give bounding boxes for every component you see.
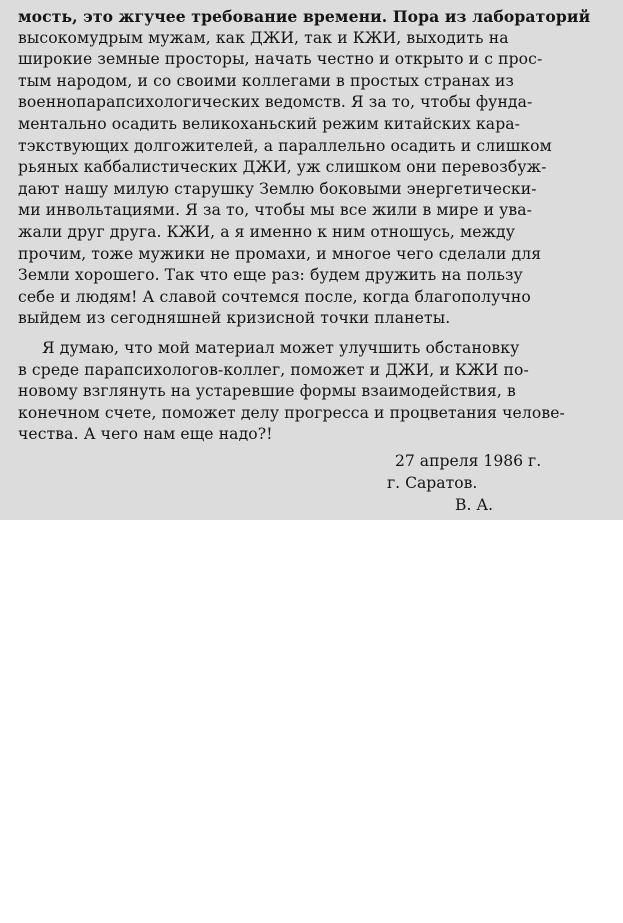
text-line: мость, это жгучее требование времени. Пора из лабораторий xyxy=(18,7,591,26)
text-line: прочим, тоже мужики не промахи, и многое чего сделали для xyxy=(18,244,542,263)
text-line: военнопарапсихологических ведомств. Я за то, чтобы фунда- xyxy=(18,93,533,112)
text-line: в среде парапсихологов-коллег, поможет и ДЖИ, и КЖИ по- xyxy=(18,360,529,379)
paragraph-1 xyxy=(18,6,601,330)
text-line: новому взглянуть на устаревшие формы взаимодействия, в xyxy=(18,382,516,401)
text-line: ментально осадить великоханьский режим китайских кара- xyxy=(18,114,521,133)
signoff xyxy=(387,450,585,516)
text-line: тэкствующих долгожителей, а параллельно осадить и слишком xyxy=(18,136,552,155)
signoff-city: г. Саратов. xyxy=(387,474,478,492)
text-line: дают нашу милую старушку Землю боковыми энергетически- xyxy=(18,179,537,198)
text-line: ми инвольтациями. Я за то, чтобы мы все жили в мире и ува- xyxy=(18,201,533,220)
text-line: чества. А чего нам еще надо?! xyxy=(18,425,273,444)
text-line: Я думаю, что мой материал может улучшить обстановку xyxy=(42,338,520,357)
signoff-date: 27 апреля 1986 г. xyxy=(395,452,542,470)
text-line: рьяных каббалистических ДЖИ, уж слишком они перевозбуж- xyxy=(18,158,547,177)
signoff-initials: В. А. xyxy=(455,496,494,514)
text-line: жали друг друга. КЖИ, а я именно к ним отношусь, между xyxy=(18,222,516,241)
text-line: высокомудрым мужам, как ДЖИ, так и КЖИ, выходить на xyxy=(18,28,509,47)
text-line: выйдем из сегодняшней кризисной точки планеты. xyxy=(18,309,451,328)
text-line: тым народом, и со своими коллегами в простых странах из xyxy=(18,71,515,90)
text-line: широкие земные просторы, начать честно и открыто и с прос- xyxy=(18,50,543,69)
text-line: Земли хорошего. Так что еще раз: будем дружить на пользу xyxy=(18,266,523,285)
blank-page-area xyxy=(0,520,623,923)
paragraph-2 xyxy=(18,338,601,446)
text-line: себе и людям! А славой сочтемся после, когда благополучно xyxy=(18,287,531,306)
text-line: конечном счете, поможет делу прогресса и процветания челове- xyxy=(18,403,565,422)
